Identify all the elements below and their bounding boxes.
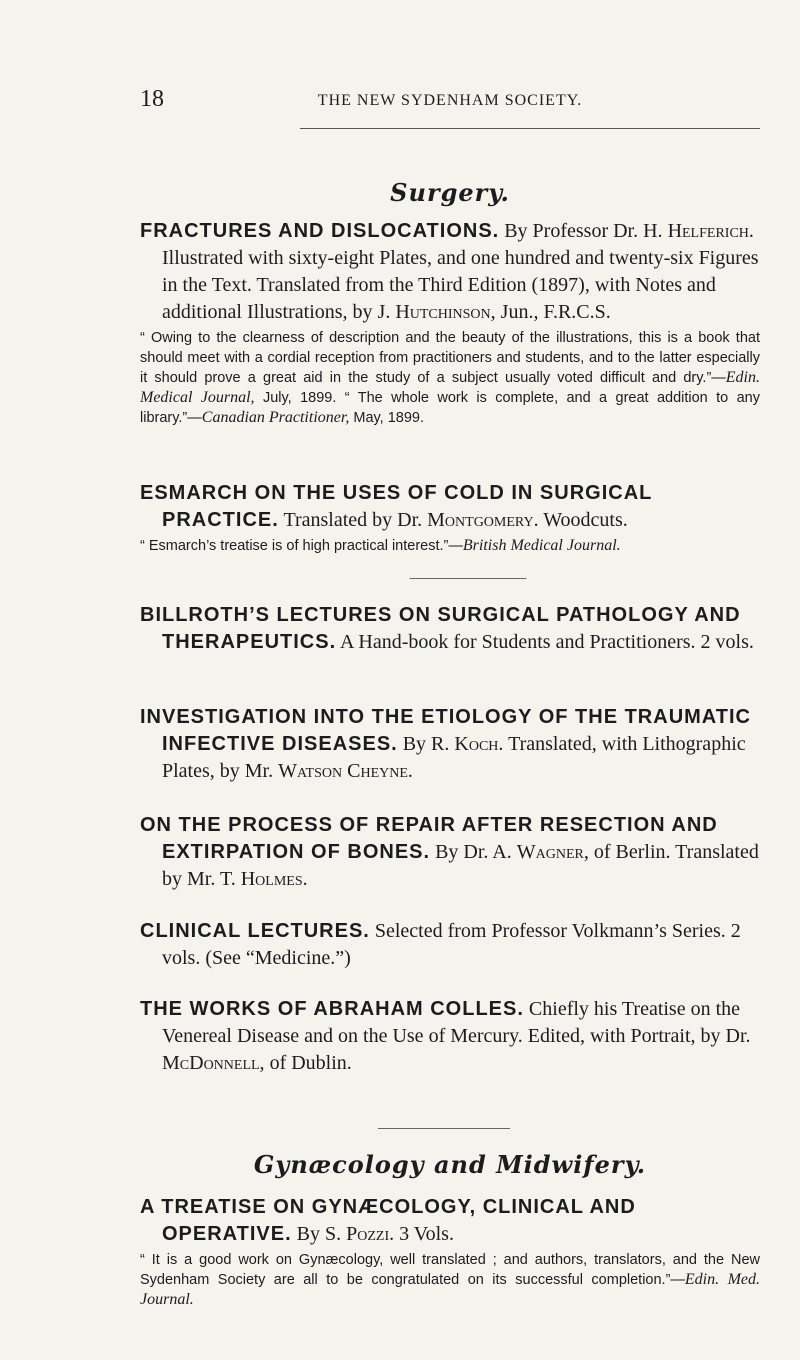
page-header	[140, 86, 760, 116]
entry-main-text	[140, 602, 760, 656]
entry-title: INVESTIGATION INTO THE ETIOLOGY OF THE TRAUMATIC INFECTIVE DISEASES.	[140, 706, 751, 755]
review-date: May, 1899.	[353, 410, 425, 426]
entry-text: By R.	[402, 733, 450, 755]
entry-main-text	[140, 218, 760, 326]
review-text: “ Esmarch’s treatise is of high practical interest.”—	[140, 538, 463, 554]
page-number: 18	[140, 86, 164, 112]
review-quote	[140, 1250, 760, 1310]
author-name: Pozzi.	[346, 1223, 395, 1245]
translator-name: Montgomery.	[427, 509, 539, 531]
translator-name: J. Hutchinson,	[377, 301, 496, 323]
entry-title: BILLROTH’S LECTURES ON SURGICAL PATHOLOGY AND THERAPEUTICS.	[140, 604, 741, 653]
entry-title: FRACTURES AND DISLOCATIONS.	[140, 220, 500, 242]
entry-etiology	[140, 704, 760, 785]
review-text: “ Owing to the clearness of description and the beauty of the illustrations, this is a book that should meet with a cordial reception from practitioners and students, and to the latter especially it should prove a great aid in the study of a subject usually voted difficult and dry.”—	[140, 330, 760, 386]
author-name: Wagner,	[516, 841, 589, 863]
author-name: Helferich.	[667, 220, 754, 242]
editor-name: McDonnell,	[162, 1052, 265, 1074]
entry-text: Selected from Professor Volkmann’s Series. 2 vols. (See “Medicine.”)	[162, 920, 741, 969]
entry-text: Chiefly his Treatise on the Venereal Disease and on the Use of Mercury. Edited, with Portrait, by Dr.	[162, 998, 751, 1047]
divider	[410, 578, 526, 579]
entry-text: of Dublin.	[269, 1052, 352, 1074]
review-source: Edin. Med. Journal.	[140, 1271, 760, 1308]
entry-main-text	[140, 996, 760, 1077]
review-source: British Medical Journal.	[462, 537, 621, 554]
author-name: Koch.	[454, 733, 504, 755]
entry-text: of Berlin. Translated by Mr. T.	[162, 841, 759, 890]
translator-name: Holmes.	[240, 868, 308, 890]
entry-clinical-lectures	[140, 918, 760, 972]
entry-text: Illustrated with sixty-eight Plates, and one hundred and twenty-six Figures in the Text. Translated from the Third Edition (1897), with Notes and additional Illustrations, by	[162, 247, 759, 323]
running-head: THE NEW SYDENHAM SOCIETY.	[317, 92, 583, 109]
review-date: July, 1899.	[262, 390, 337, 406]
entry-title: A TREATISE ON GYNÆCOLOGY, CLINICAL AND OPERATIVE.	[140, 1196, 636, 1245]
review-text: “ It is a good work on Gynæcology, well translated ; and authors, translators, and the New Sydenham Society are all to be congratulated on its successful completion.”—	[140, 1252, 760, 1288]
review-text: “ The whole work is complete, and a great addition to any library.”—	[140, 390, 760, 426]
entry-text: Translated, with Lithographic Plates, by Mr.	[162, 733, 746, 782]
entry-billroth	[140, 602, 760, 656]
entry-text: Woodcuts.	[543, 509, 628, 531]
entry-text: A Hand-book for Students and Practitioners. 2 vols.	[340, 631, 754, 653]
entry-main-text	[140, 1194, 760, 1248]
entry-text: 3 Vols.	[399, 1223, 454, 1245]
translator-name: Watson Cheyne.	[278, 760, 413, 782]
entry-text: By Professor Dr. H.	[504, 220, 663, 242]
header-rule	[300, 128, 760, 129]
review-source: Edin. Medical Journal,	[140, 369, 760, 406]
entry-text: By Dr. A.	[435, 841, 512, 863]
entry-title: CLINICAL LECTURES.	[140, 920, 370, 942]
entry-main-text	[140, 704, 760, 785]
entry-text: Jun., F.R.C.S.	[500, 301, 611, 323]
entry-colles	[140, 996, 760, 1077]
entry-title: ESMARCH ON THE USES OF COLD IN SURGICAL PRACTICE.	[140, 482, 652, 531]
entry-main-text	[140, 812, 760, 893]
entry-main-text	[140, 918, 760, 972]
entry-gynaecology	[140, 1194, 760, 1310]
entry-main-text	[140, 480, 760, 534]
section-heading-surgery: Surgery.	[390, 178, 510, 207]
entry-esmarch	[140, 480, 760, 556]
review-source: Canadian Practitioner,	[201, 409, 350, 426]
entry-title: ON THE PROCESS OF REPAIR AFTER RESECTION AND EXTIRPATION OF BONES.	[140, 814, 718, 863]
section-heading-gynaecology: Gynæcology and Midwifery.	[253, 1150, 647, 1179]
entry-text: Translated by Dr.	[283, 509, 423, 531]
entry-text: By S.	[296, 1223, 342, 1245]
review-quote	[140, 536, 760, 556]
entry-title: THE WORKS OF ABRAHAM COLLES.	[140, 998, 524, 1020]
review-quote	[140, 328, 760, 428]
divider	[378, 1128, 510, 1129]
entry-fractures	[140, 218, 760, 428]
entry-repair	[140, 812, 760, 893]
